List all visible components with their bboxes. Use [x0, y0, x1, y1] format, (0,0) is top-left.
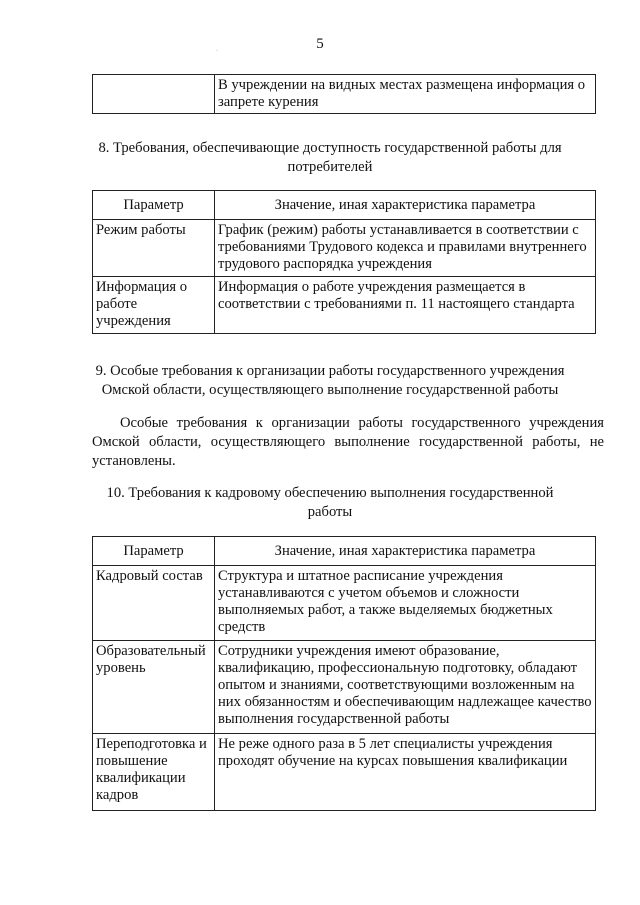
table-row: [93, 220, 596, 277]
table-cell-param: Переподготовка и повышение квалификации кадров: [93, 734, 215, 811]
table-row: [93, 75, 596, 114]
table-cell: В учреждении на видных местах размещена информация о запрете курения: [215, 75, 596, 114]
scan-dot: ·: [216, 48, 218, 54]
heading-line: работы: [307, 504, 353, 520]
table-header-row: [93, 191, 596, 220]
section-10-table: [92, 536, 596, 811]
section-9-paragraph: Особые требования к организации работы государственного учреждения Омской области, осуществляющего выполнение государственной работы, не установлены.: [92, 415, 604, 469]
section-10-heading: [60, 484, 600, 522]
page-number: 5: [316, 36, 324, 52]
table-row: [93, 277, 596, 334]
table-row: [93, 734, 596, 811]
column-header-value: Значение, иная характеристика параметра: [215, 191, 596, 220]
table-row: [93, 641, 596, 734]
column-header-param: Параметр: [93, 537, 215, 566]
section-9-heading: [60, 362, 600, 400]
table-cell-param: Информация о работе учреждения: [93, 277, 215, 334]
top-table: [92, 74, 596, 114]
section-8-heading: [60, 139, 600, 177]
table-cell-value: Не реже одного раза в 5 лет специалисты учреждения проходят обучение на курсах повышения квалификации: [215, 734, 596, 811]
heading-line: Омской области, осуществляющего выполнение государственной работы: [101, 382, 559, 398]
table-cell-param: Кадровый состав: [93, 566, 215, 641]
section-8-table: [92, 190, 596, 334]
heading-line: потребителей: [287, 159, 373, 175]
heading-line: 8. Требования, обеспечивающие доступность государственной работы для: [98, 140, 562, 156]
column-header-value: Значение, иная характеристика параметра: [215, 537, 596, 566]
heading-line: 9. Особые требования к организации работы государственного учреждения: [95, 363, 565, 379]
table-cell-empty: [93, 75, 215, 114]
heading-line: 10. Требования к кадровому обеспечению выполнения государственной: [106, 485, 554, 501]
table-cell-param: Режим работы: [93, 220, 215, 277]
table-cell-value: Структура и штатное расписание учреждения устанавливаются с учетом объемов и сложности выполняемых работ, а также выделяемых бюджетных средств: [215, 566, 596, 641]
column-header-param: Параметр: [93, 191, 215, 220]
table-cell-value: Сотрудники учреждения имеют образование, квалификацию, профессиональную подготовку, обладают опытом и знаниями, соответствующими возложенным на них обязанностям и обеспечивающим надлежащее качество выполнения государственной работы: [215, 641, 596, 734]
table-row: [93, 566, 596, 641]
table-cell-param: Образовательный уровень: [93, 641, 215, 734]
table-header-row: [93, 537, 596, 566]
table-cell-value: График (режим) работы устанавливается в соответствии с требованиями Трудового кодекса и правилами внутреннего трудового распорядка учреждения: [215, 220, 596, 277]
table-cell-value: Информация о работе учреждения размещается в соответствии с требованиями п. 11 настоящего стандарта: [215, 277, 596, 334]
